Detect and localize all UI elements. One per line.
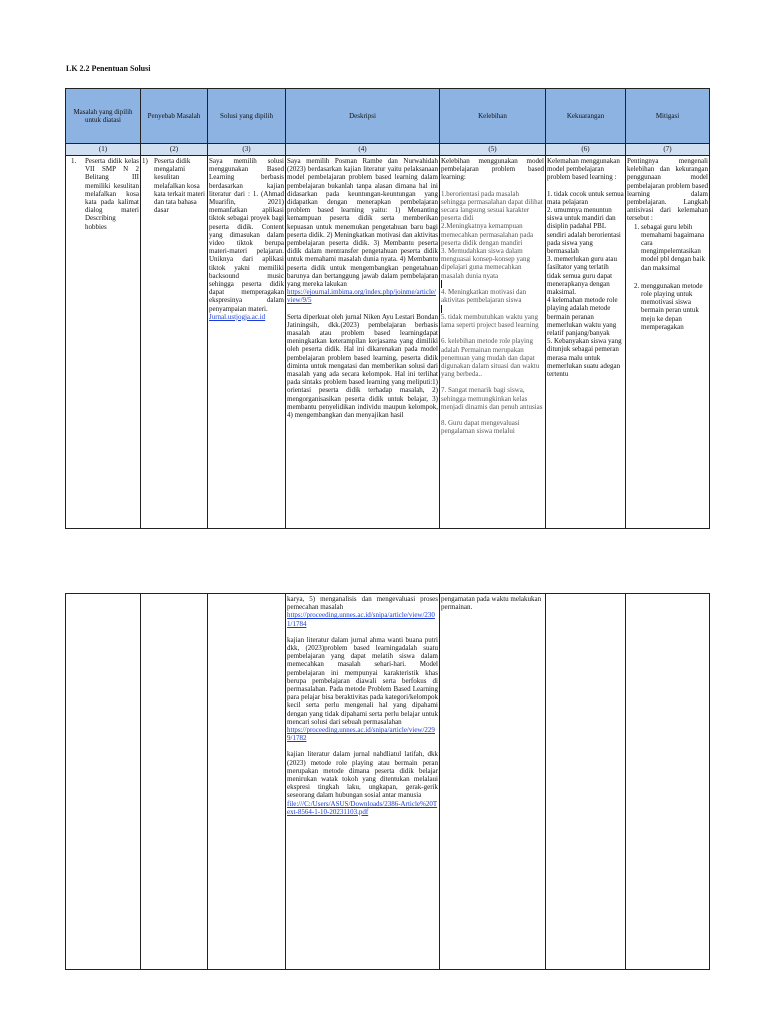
page-title: LK 2.2 Penentuan Solusi [66,64,151,73]
kekurangan-item: 2. umumnya menuntun siswa untuk mandiri dan disiplin padahal PBL sendiri adalah berorientasi pada siswa yang bermasalah [547,206,621,256]
cell-deskripsi [286,594,440,970]
deskripsi-link[interactable]: file:///C:/Users/ASUS/Downloads/2386-Article%20Text-8564-1-10-20231103.pdf [287,799,438,816]
kelebihan-item: 8. Guru dapat mengevaluasi pengalaman siswa melalui [441,419,520,436]
penyebab-text: Peserta didik mengalami kesulitan melafalkan kosa kata terkait materi dan tata bahasa dasar [154,157,205,215]
deskripsi-paragraph: kajian literatur dalam jurnal nahdliatul latifah, dkk (2023) metode role playing atau bermain peran merupakan metode dimana peserta didik belajar menirukan watak tokoh yang ditentukan melalaui ekspresi tingkah laku, ungkapan, gerak-gerik seseorang dalam hubungan sosial antar manusia [287,750,438,800]
cell-deskripsi [286,156,440,529]
col-number: (5) [440,144,546,156]
cell-kekurangan [546,594,626,970]
deskripsi-paragraph: Saya memilih Posman Rambe dan Nurwahidah (2023) berdasarkan kajian literatur yaitu pelaksanaan model pembelajaran problem based learning dalam pembelajaran bukanlah tanpa alasan dimana hal ini didasarkan pada keuntungan-keuntungan yang didapatkan dengan menerapkan pembelajaran problem based learning yaitu: 1) Menanting kemampuan peserta didik serta memberikan kepuasan untuk menemukan pengetahuan baru bagi peserta didik. 2) Meningkatkan motivasi dan aktivitas pembelajaran peserta didik. 3) Membantu peserta didik dalam mentransfer pengetahuan peserta didik untuk memahami masalah dunia nyata. 4) Membantu peserta didik untuk mengembangkan pengetahuan barunya dan bertanggung jawab dalam pembelajaran yang mereka lakukan [287,157,438,289]
kelebihan-item: 1.berorientasi pada masalah sehingga permasalahan dapat dilihat secara langsung sesuai karakter peserta didi [441,189,543,223]
cell-penyebab [141,594,208,970]
kelebihan-item: 3. Memudahkan siswa dalam menguasai konsep-konsep yang dipelajari guna memecahkan masalah dunia nyata [441,247,531,280]
header-penyebab: Penyebab Masalah [141,89,208,144]
kekurangan-intro: Kelemahan menggunakan model pembelajaran problem based learning : [547,157,620,182]
col-number: (2) [141,144,208,156]
cell-kekurangan [546,156,626,529]
masalah-text: Peserta didik kelas VII SMP N 2 Belitang III memiliki kesulitan melafalkan kosa kata pada kalimat dialog materi Describing hobbies [85,157,139,231]
table-row [66,156,710,529]
cell-penyebab [141,156,208,529]
text-cursor [441,280,442,288]
table-row [66,594,710,970]
deskripsi-paragraph: karya, 5) menganalisis dan mengevaluasi proses pemecahan masalah [287,595,438,612]
header-masalah: Masalah yang dipilih untuk diatasi [66,89,141,144]
cell-kelebihan [440,594,546,970]
deskripsi-link[interactable]: https://ejournal.imbima.org/index.php/joinme/article/view/9/5 [287,288,436,305]
mitigasi-item: 1. sebagai guru lebih memahami bagaimana cara mengimpelemtasikan model pbl dengan baik dan maksimal [641,223,708,272]
kelebihan-item: 2.Meningkatnya kemampuan memecahkan permasalahan pada peserta didik dengan mandiri [441,222,534,247]
kekurangan-item: 5. Kebanyakan siswa yang ditunjuk sebagai pemeran merasa malu untuk memerlukan suatu adegan tertentu [547,337,622,379]
header-mitigasi: Mitigasi [626,89,710,144]
kekurangan-item: 3. memerlukan guru atau fasiltator yang terlatih tidak semua guru dapat menerapkanya dengan maksimal. [547,255,617,297]
deskripsi-paragraph: kajian literatur dalam jurnal ahma wanti buana putri dkk, (2023)problem based learningadalah suatu pembelajaran yang dapat melatih siswa dalam memecahkan masalah sehari-hari. Model pembelajaran ini mempunyai karakteristik khas berupa pembelajaran diawali serta berfokus di permasalahan. Pada metode Problem Based Learning para pelajar bisa beraktivitas pada kategori/kelompok kecil serta perlu mengenali hal yang dipahami dengan yang tidak dipahami serta perlu belajar untuk mencari solusi dari sebuah permasalahan [287,635,438,726]
header-kelebihan: Kelebihan [440,89,546,144]
list-marker: 1) [142,157,148,165]
text-cursor [441,305,442,313]
deskripsi-link[interactable]: https://proceeding.unnes.ac.id/snipa/article/view/2299/1782 [287,726,435,743]
header-row [66,89,710,144]
cell-solusi [208,594,286,970]
cell-solusi [208,156,286,529]
kelebihan-item: 6. kelebihan metode role playing adalah Permainan merupakan penemuan yang mudah dan dapat digunakan dalam situasi dan waktu yang berbeda.. [441,337,540,379]
cell-kelebihan [440,156,546,529]
header-kekurangan: Kekuarangan [546,89,626,144]
deskripsi-link[interactable]: https://proceeding.unnes.ac.id/snipa/article/view/2301/1784 [287,611,435,628]
kelebihan-item: 4. Meningkatkan motivasi dan aktivitas pembelajaran siswa [441,288,527,305]
solution-table [65,88,710,529]
cell-mitigasi [626,594,710,970]
mitigasi-intro: Pentingnya mengenali kelebihan dan kekurangan penggunaan model pembelajaran problem based learning dalam pembelajaran. Langkah antisivasi dari kelemahan tersebut : [627,157,708,223]
cell-masalah [66,594,141,970]
col-number: (4) [286,144,440,156]
cell-mitigasi [626,156,710,529]
kekurangan-item: 1. tidak cocok untuk semua mata pelajaran [547,189,624,206]
col-number: (6) [546,144,626,156]
col-number: (3) [208,144,286,156]
kelebihan-item: pengamatan pada waktu melakukan permainan. [441,595,542,612]
col-number: (7) [626,144,710,156]
header-deskripsi: Deskripsi [286,89,440,144]
kekurangan-item: 4 kelemahan metode role playing adalah metode bermain peranan memerlukan waktu yang relatif panjang/banyak [547,296,618,338]
cell-masalah [66,156,141,529]
list-marker: 1. [71,157,77,165]
solusi-text: Saya memilih solusi menggunakan Based Learning berbasis berdasarkan kajian literatur dari : 1. (Ahmad Muarifin, 2021) memanfatkan aplikasi tiktok sebagai proyek bagi peserta didik. Content yang dimasukan dalam video tiktok berupa materi-materi pelajaran. Uniknya dari aplikasi tiktok yakni memiliki backsound music sehingga peserta didik dapat memperagakan ekspresinya dalam penyampaian materi. [209,157,284,313]
kelebihan-item: 7. Sangat menarik bagi siswa, sehingga memungkinkan kelas menjadi dinamis dan penuh antusias [441,386,543,411]
number-row [66,144,710,156]
col-number: (1) [66,144,141,156]
solution-table-continued [65,593,710,970]
deskripsi-paragraph: Serta diperkuat oleh jurnal Niken Ayu Lestari Bondan Jatiningsih, dkk.(2023) pembelajaran berbasis masalah atau problem based learningdapat meningkatkan keterampilan kerjasama yang dimiliki oleh peserta didik. Hal ini dikarenakan pada model pembelajaran problem based learning, peserta didik diminta untuk mengatasi dan memberikan solusi dari masalah yang ada secara kelompok. Hal ini terlihat pada sintaks problem based learning yang meliputi:1) orientasi peserta didik terhadap masalah, 2) mengorganisasikan peserta didik untuk belajar, 3) membantu penyelidikan individu maupun kelompok, 4) mengembangkan dan menyajikan hasil [287,312,438,420]
kelebihan-item: 5. tidak membutuhkan waktu yang lama seperti project based learning [441,313,539,330]
kelebihan-intro: Kelebihan menggunakan model pembelajaran problem based learning: [441,157,544,182]
solusi-link[interactable]: Jurnal.ustjogja.ac.id [209,312,266,321]
header-solusi: Solusi yang dipilih [208,89,286,144]
mitigasi-item: 2. menggunakan metode role playing untuk memotivasi siswa bermain peran untuk meju ke depan memperagakan [641,282,708,331]
